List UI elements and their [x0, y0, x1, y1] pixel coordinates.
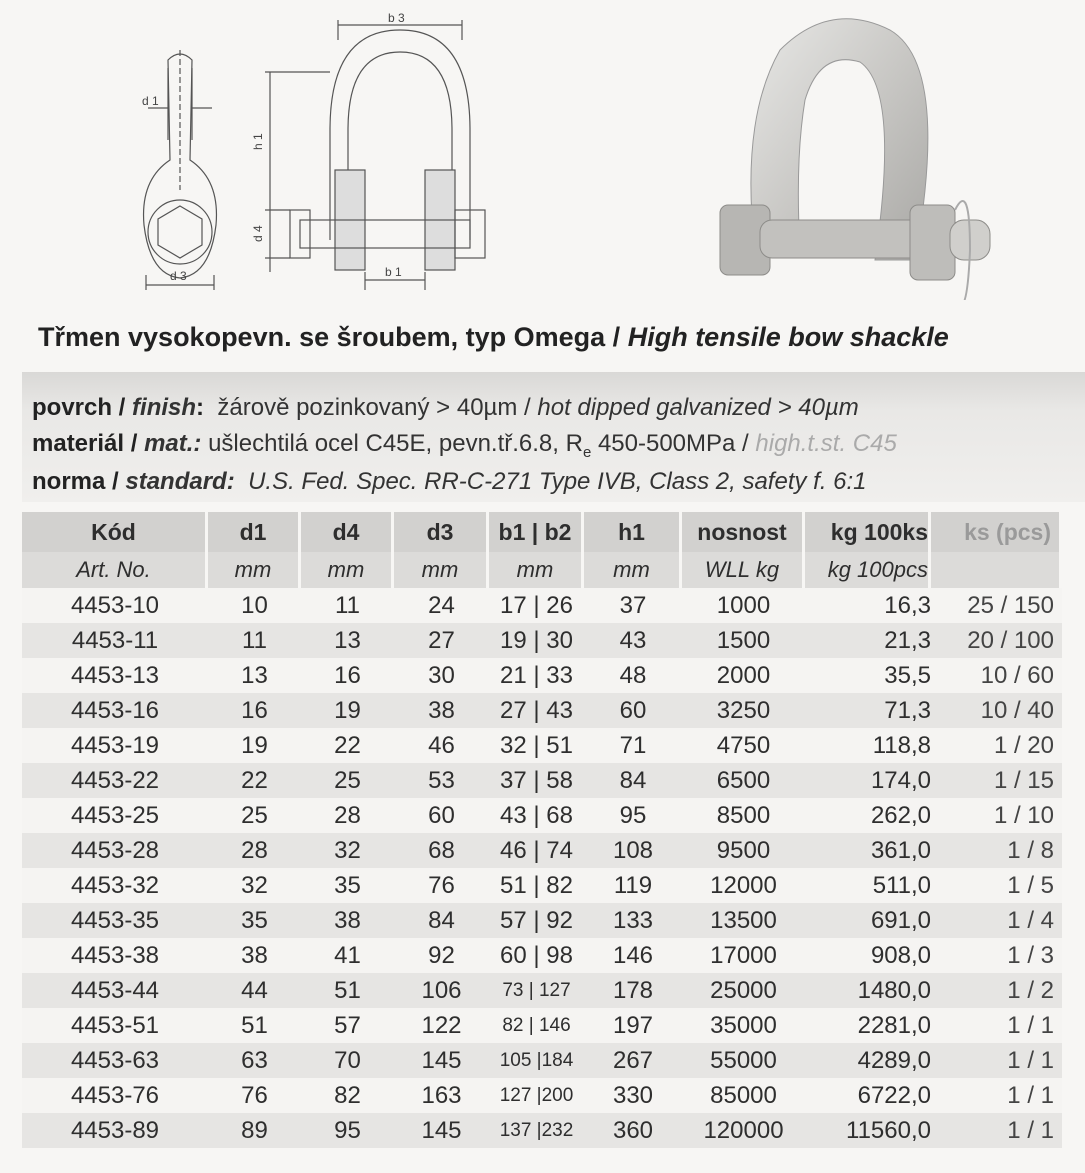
cell-d3: 27 — [394, 623, 489, 658]
cell-h1: 360 — [584, 1113, 682, 1148]
cell-b1-b2: 82 | 146 — [489, 1008, 584, 1043]
cell-b1-b2: 21 | 33 — [489, 658, 584, 693]
cell-wll: 85000 — [682, 1078, 805, 1113]
cell-d3: 24 — [394, 588, 489, 623]
mat-label-en: mat.: — [144, 430, 202, 457]
cell-code: 4453-11 — [22, 623, 208, 658]
cell-b1-b2: 43 | 68 — [489, 798, 584, 833]
cell-code: 4453-51 — [22, 1008, 208, 1043]
mat-sub: e — [582, 443, 592, 461]
cell-d1: 28 — [208, 833, 301, 868]
cell-d3: 76 — [394, 868, 489, 903]
cell-code: 4453-32 — [22, 868, 208, 903]
cell-weight: 6722,0 — [805, 1078, 931, 1113]
cell-packing: 20 / 100 — [931, 623, 1062, 658]
cell-code: 4453-16 — [22, 693, 208, 728]
cell-packing: 1 / 20 — [931, 728, 1062, 763]
cell-h1: 37 — [584, 588, 682, 623]
spec-standard — [32, 468, 867, 496]
table-row — [22, 763, 1062, 798]
cell-wll: 120000 — [682, 1113, 805, 1148]
cell-wll: 13500 — [682, 903, 805, 938]
label-d3: d 3 — [170, 269, 187, 283]
unit-b1-b2: mm — [489, 552, 584, 588]
cell-b1-b2: 19 | 30 — [489, 623, 584, 658]
table-row — [22, 588, 1062, 623]
header-code: Kód — [22, 512, 208, 552]
cell-packing: 1 / 1 — [931, 1078, 1062, 1113]
cell-code: 4453-28 — [22, 833, 208, 868]
cell-d4: 38 — [301, 903, 394, 938]
mat-value-cz: ušlechtilá ocel C45E, pevn.tř.6.8, R — [208, 430, 583, 457]
cell-weight: 35,5 — [805, 658, 931, 693]
cell-d1: 89 — [208, 1113, 301, 1148]
cell-b1-b2: 17 | 26 — [489, 588, 584, 623]
table-row — [22, 728, 1062, 763]
cell-weight: 511,0 — [805, 868, 931, 903]
cell-packing: 1 / 15 — [931, 763, 1062, 798]
cell-d4: 25 — [301, 763, 394, 798]
label-h1: h 1 — [251, 133, 265, 150]
cell-packing: 10 / 60 — [931, 658, 1062, 693]
cell-b1-b2: 105 |184 — [489, 1043, 584, 1078]
cell-d4: 57 — [301, 1008, 394, 1043]
cell-d3: 53 — [394, 763, 489, 798]
cell-code: 4453-22 — [22, 763, 208, 798]
specs-panel — [22, 372, 1085, 502]
cell-h1: 197 — [584, 1008, 682, 1043]
cell-weight: 2281,0 — [805, 1008, 931, 1043]
cell-weight: 4289,0 — [805, 1043, 931, 1078]
finish-label-en: finish — [132, 394, 197, 421]
spec-finish — [32, 394, 859, 422]
label-b1: b 1 — [385, 265, 402, 279]
cell-weight: 1480,0 — [805, 973, 931, 1008]
cell-packing: 1 / 3 — [931, 938, 1062, 973]
cell-d3: 163 — [394, 1078, 489, 1113]
header-weight: kg 100ks — [805, 512, 931, 552]
shackle-photo — [700, 10, 1020, 300]
header-packing: ks (pcs) — [931, 512, 1062, 552]
cell-h1: 84 — [584, 763, 682, 798]
std-label-cz: norma / — [32, 468, 126, 495]
cell-wll: 17000 — [682, 938, 805, 973]
finish-colon: : — [196, 394, 205, 421]
cell-d1: 44 — [208, 973, 301, 1008]
cell-h1: 108 — [584, 833, 682, 868]
unit-wll: WLL kg — [682, 552, 805, 588]
header-d3: d3 — [394, 512, 489, 552]
cell-b1-b2: 60 | 98 — [489, 938, 584, 973]
product-table — [22, 512, 1062, 1148]
cell-d3: 122 — [394, 1008, 489, 1043]
cell-packing: 1 / 5 — [931, 868, 1062, 903]
cell-h1: 60 — [584, 693, 682, 728]
cell-d3: 106 — [394, 973, 489, 1008]
cell-h1: 267 — [584, 1043, 682, 1078]
cell-d4: 28 — [301, 798, 394, 833]
cell-weight: 71,3 — [805, 693, 931, 728]
cell-b1-b2: 32 | 51 — [489, 728, 584, 763]
header-d4: d4 — [301, 512, 394, 552]
finish-label-cz: povrch / — [32, 394, 133, 421]
cell-packing: 1 / 8 — [931, 833, 1062, 868]
cell-h1: 119 — [584, 868, 682, 903]
cell-weight: 118,8 — [805, 728, 931, 763]
cell-wll: 4750 — [682, 728, 805, 763]
cell-b1-b2: 137 |232 — [489, 1113, 584, 1148]
label-d1: d 1 — [142, 94, 159, 108]
mat-label-cz: materiál / — [32, 430, 145, 457]
spec-material — [32, 430, 897, 461]
cell-d1: 76 — [208, 1078, 301, 1113]
cell-h1: 146 — [584, 938, 682, 973]
cell-code: 4453-38 — [22, 938, 208, 973]
header-b1-b2: b1 | b2 — [489, 512, 584, 552]
unit-d1: mm — [208, 552, 301, 588]
cell-d1: 19 — [208, 728, 301, 763]
label-d4: d 4 — [251, 225, 265, 242]
table-row — [22, 973, 1062, 1008]
cell-d3: 68 — [394, 833, 489, 868]
cell-h1: 133 — [584, 903, 682, 938]
unit-h1: mm — [584, 552, 682, 588]
cell-weight: 691,0 — [805, 903, 931, 938]
cell-d4: 16 — [301, 658, 394, 693]
product-title — [38, 322, 1085, 353]
table-row — [22, 903, 1062, 938]
unit-weight: kg 100pcs — [805, 552, 931, 588]
cell-d3: 84 — [394, 903, 489, 938]
cell-wll: 55000 — [682, 1043, 805, 1078]
cell-wll: 12000 — [682, 868, 805, 903]
cell-code: 4453-35 — [22, 903, 208, 938]
cell-d1: 38 — [208, 938, 301, 973]
unit-row — [22, 552, 1062, 588]
cell-h1: 330 — [584, 1078, 682, 1113]
cell-weight: 908,0 — [805, 938, 931, 973]
cell-code: 4453-76 — [22, 1078, 208, 1113]
unit-packing — [931, 552, 1062, 588]
cell-h1: 71 — [584, 728, 682, 763]
cell-b1-b2: 51 | 82 — [489, 868, 584, 903]
cell-d3: 60 — [394, 798, 489, 833]
cell-h1: 178 — [584, 973, 682, 1008]
table-row — [22, 938, 1062, 973]
cell-d4: 95 — [301, 1113, 394, 1148]
cell-d1: 16 — [208, 693, 301, 728]
cell-code: 4453-63 — [22, 1043, 208, 1078]
cell-wll: 25000 — [682, 973, 805, 1008]
cell-wll: 6500 — [682, 763, 805, 798]
cell-d3: 46 — [394, 728, 489, 763]
cell-weight: 361,0 — [805, 833, 931, 868]
cell-wll: 2000 — [682, 658, 805, 693]
header-wll: nosnost — [682, 512, 805, 552]
cell-d4: 32 — [301, 833, 394, 868]
cell-wll: 9500 — [682, 833, 805, 868]
cell-d1: 10 — [208, 588, 301, 623]
finish-value-cz: žárově pozinkovaný > 40µm / — [217, 394, 538, 421]
header-d1: d1 — [208, 512, 301, 552]
cell-code: 4453-25 — [22, 798, 208, 833]
table-row — [22, 868, 1062, 903]
cell-weight: 174,0 — [805, 763, 931, 798]
cell-packing: 1 / 10 — [931, 798, 1062, 833]
cell-code: 4453-13 — [22, 658, 208, 693]
cell-d4: 70 — [301, 1043, 394, 1078]
cell-d3: 30 — [394, 658, 489, 693]
table-row — [22, 1078, 1062, 1113]
cell-d4: 41 — [301, 938, 394, 973]
cell-weight: 16,3 — [805, 588, 931, 623]
table-row — [22, 623, 1062, 658]
cell-d1: 11 — [208, 623, 301, 658]
cell-packing: 1 / 1 — [931, 1043, 1062, 1078]
cell-b1-b2: 127 |200 — [489, 1078, 584, 1113]
cell-wll: 8500 — [682, 798, 805, 833]
cell-h1: 48 — [584, 658, 682, 693]
cell-packing: 1 / 1 — [931, 1113, 1062, 1148]
title-en: High tensile bow shackle — [627, 322, 949, 352]
cell-packing: 1 / 4 — [931, 903, 1062, 938]
unit-d4: mm — [301, 552, 394, 588]
cell-d4: 13 — [301, 623, 394, 658]
cell-h1: 95 — [584, 798, 682, 833]
cell-packing: 1 / 2 — [931, 973, 1062, 1008]
cell-wll: 1000 — [682, 588, 805, 623]
std-label-en: standard: — [125, 468, 235, 495]
cell-d3: 145 — [394, 1113, 489, 1148]
cell-wll: 1500 — [682, 623, 805, 658]
cell-weight: 262,0 — [805, 798, 931, 833]
cell-packing: 10 / 40 — [931, 693, 1062, 728]
cell-d1: 13 — [208, 658, 301, 693]
table-row — [22, 798, 1062, 833]
cell-weight: 21,3 — [805, 623, 931, 658]
table-row — [22, 1043, 1062, 1078]
cell-h1: 43 — [584, 623, 682, 658]
table-row — [22, 1008, 1062, 1043]
cell-b1-b2: 57 | 92 — [489, 903, 584, 938]
cell-b1-b2: 27 | 43 — [489, 693, 584, 728]
table-row — [22, 693, 1062, 728]
cell-code: 4453-10 — [22, 588, 208, 623]
cell-weight: 11560,0 — [805, 1113, 931, 1148]
header-h1: h1 — [584, 512, 682, 552]
table-row — [22, 1113, 1062, 1148]
cell-d3: 145 — [394, 1043, 489, 1078]
cell-d1: 63 — [208, 1043, 301, 1078]
mat-value-en: high.t.st. C45 — [755, 430, 897, 457]
cell-d1: 35 — [208, 903, 301, 938]
finish-value-en: hot dipped galvanized > 40µm — [537, 394, 859, 421]
cell-d1: 25 — [208, 798, 301, 833]
cell-b1-b2: 37 | 58 — [489, 763, 584, 798]
std-value: U.S. Fed. Spec. RR-C-271 Type IVB, Class 2, safety f. 6:1 — [248, 468, 867, 495]
cell-b1-b2: 46 | 74 — [489, 833, 584, 868]
cell-code: 4453-44 — [22, 973, 208, 1008]
mat-value-cz2: 450-500MPa / — [591, 430, 756, 457]
cell-d1: 22 — [208, 763, 301, 798]
cell-d3: 92 — [394, 938, 489, 973]
cell-d4: 19 — [301, 693, 394, 728]
cell-wll: 3250 — [682, 693, 805, 728]
cell-packing: 25 / 150 — [931, 588, 1062, 623]
header-row — [22, 512, 1062, 552]
unit-d3: mm — [394, 552, 489, 588]
cell-b1-b2: 73 | 127 — [489, 973, 584, 1008]
cell-wll: 35000 — [682, 1008, 805, 1043]
label-b3: b 3 — [388, 11, 405, 25]
cell-code: 4453-19 — [22, 728, 208, 763]
cell-code: 4453-89 — [22, 1113, 208, 1148]
cell-d4: 11 — [301, 588, 394, 623]
cell-d3: 38 — [394, 693, 489, 728]
cell-d4: 51 — [301, 973, 394, 1008]
cell-d4: 35 — [301, 868, 394, 903]
cell-d4: 22 — [301, 728, 394, 763]
table-row — [22, 658, 1062, 693]
table-row — [22, 833, 1062, 868]
technical-drawing — [120, 10, 500, 300]
title-cz: Třmen vysokopevn. se šroubem, typ Omega / — [38, 322, 628, 352]
cell-packing: 1 / 1 — [931, 1008, 1062, 1043]
cell-d4: 82 — [301, 1078, 394, 1113]
unit-code: Art. No. — [22, 552, 208, 588]
cell-d1: 51 — [208, 1008, 301, 1043]
cell-d1: 32 — [208, 868, 301, 903]
